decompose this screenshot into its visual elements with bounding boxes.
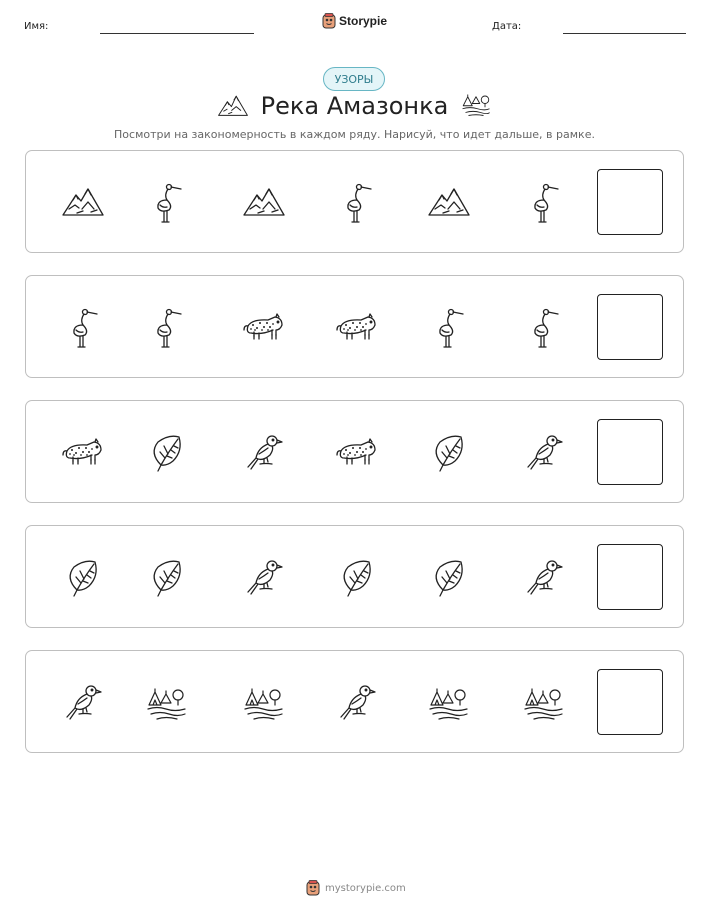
village-icon	[145, 681, 189, 725]
stork-icon	[522, 181, 566, 225]
page-title: Река Амазонка	[260, 92, 449, 120]
bird-icon	[522, 431, 566, 475]
bird-icon	[242, 431, 286, 475]
leaf-icon	[61, 556, 105, 600]
village-icon	[242, 681, 286, 725]
bird-icon	[522, 556, 566, 600]
category-badge: УЗОРЫ	[323, 67, 385, 91]
name-label: Имя:	[24, 21, 49, 32]
stork-icon	[145, 181, 189, 225]
mountain-icon	[427, 181, 471, 225]
village-title-icon	[461, 92, 491, 122]
stork-icon	[522, 306, 566, 350]
answer-box[interactable]	[597, 294, 663, 360]
footer-mascot-icon	[306, 880, 320, 896]
stork-icon	[335, 181, 379, 225]
leaf-icon	[427, 431, 471, 475]
answer-box[interactable]	[597, 669, 663, 735]
village-icon	[522, 681, 566, 725]
leaf-icon	[145, 431, 189, 475]
leaf-icon	[427, 556, 471, 600]
answer-box[interactable]	[597, 544, 663, 610]
mountain-icon	[61, 181, 105, 225]
logo-mascot-icon	[322, 13, 336, 29]
jaguar-icon	[61, 431, 105, 475]
bird-icon	[335, 681, 379, 725]
jaguar-icon	[242, 306, 286, 350]
pattern-row-1	[25, 150, 684, 253]
footer	[306, 880, 406, 896]
stork-icon	[427, 306, 471, 350]
jaguar-icon	[335, 306, 379, 350]
answer-box[interactable]	[597, 419, 663, 485]
footer-site: mystorypie.com	[325, 882, 406, 894]
bird-icon	[61, 681, 105, 725]
pattern-row-3	[25, 400, 684, 503]
bird-icon	[242, 556, 286, 600]
mountain-icon	[242, 181, 286, 225]
village-icon	[427, 681, 471, 725]
pattern-row-2	[25, 275, 684, 378]
leaf-icon	[145, 556, 189, 600]
answer-box[interactable]	[597, 169, 663, 235]
name-line[interactable]	[100, 33, 254, 34]
stork-icon	[145, 306, 189, 350]
date-line[interactable]	[563, 33, 686, 34]
jaguar-icon	[335, 431, 379, 475]
stork-icon	[61, 306, 105, 350]
storypie-logo: Storypie	[322, 13, 387, 29]
instructions: Посмотри на закономерность в каждом ряду. Нарисуй, что идет дальше, в рамке.	[114, 128, 595, 141]
leaf-icon	[335, 556, 379, 600]
pattern-row-4	[25, 525, 684, 628]
pattern-row-5	[25, 650, 684, 753]
date-label: Дата:	[492, 21, 522, 32]
